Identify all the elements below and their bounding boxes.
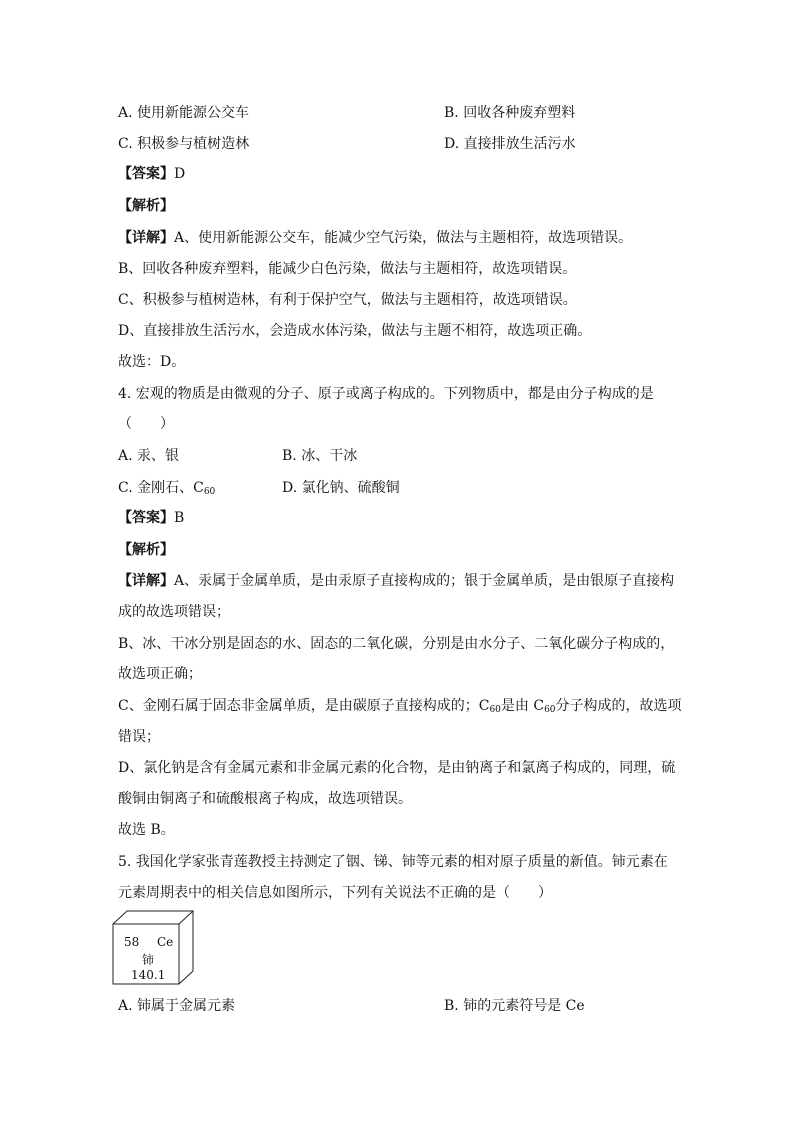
q5-stem-line1: 5. 我国化学家张青莲教授主持测定了铟、锑、铈等元素的相对原子质量的新值。铈元素在 — [118, 854, 668, 870]
q3-answer-value: D — [174, 166, 186, 182]
atomic-number: 58 — [124, 935, 140, 949]
q4-answer-tag: 【答案】 — [118, 510, 174, 526]
element-name: 铈 — [142, 953, 155, 967]
q3-option-d: D. 直接排放生活污水 — [444, 136, 576, 152]
q4-detail-b-line1: B、冰、干冰分别是固态的水、固态的二氧化碳，分别是由水分子、二氧化碳分子构成的， — [118, 636, 675, 652]
q4-detail-a-line1 — [118, 571, 678, 591]
q4-detail-a-text: A、汞属于金属单质，是由汞原子直接构成的；银于金属单质，是由银原子直接构 — [174, 573, 675, 589]
q3-option-c: C. 积极参与植树造林 — [118, 136, 250, 152]
q3-detail-d: D、直接排放生活污水，会造成水体污染，做法与主题不相符，故选项正确。 — [118, 323, 592, 339]
q4-detail-a-line2: 成的故选项错误； — [118, 604, 230, 620]
q4-stem-line2: （ ） — [118, 416, 174, 432]
q4-detail-c-sub2: 60 — [544, 705, 556, 715]
atomic-mass: 140.1 — [131, 968, 166, 982]
q4-detail-c-line2: 错误； — [118, 729, 160, 745]
q4-detail-c-line1 — [118, 696, 682, 720]
q4-detail-d-line1: D、氯化钠是含有金属元素和非金属元素的化合物，是由钠离子和氯离子构成的，同理，硫 — [118, 760, 676, 776]
q4-detail-c-part1: C、金刚石属于固态非金属单质，是由碳原子直接构成的；C — [118, 698, 490, 714]
q4-answer-value: B — [174, 510, 185, 526]
q4-option-a: A. 汞、银 — [118, 448, 180, 464]
q4-option-b: B. 冰、干冰 — [282, 448, 358, 464]
q4-option-c-text: C. 金刚石、C — [118, 480, 204, 496]
q4-detail-d-line2: 酸铜由铜离子和硫酸根离子构成，故选项错误。 — [118, 791, 412, 807]
element-cell-figure — [112, 910, 196, 986]
q3-answer-tag: 【答案】 — [118, 166, 174, 182]
q3-detail-a-text: A、使用新能源公交车，能减少空气污染，做法与主题相符，故选项错误。 — [174, 230, 633, 246]
q3-conclusion: 故选：D。 — [118, 354, 186, 370]
q4-answer — [118, 508, 678, 528]
q3-detail-tag: 【详解】 — [118, 230, 174, 246]
q4-detail-c-part3: 分子构成的，故选项 — [555, 698, 682, 714]
q3-option-a: A. 使用新能源公交车 — [118, 105, 250, 121]
q5-option-b: B. 铈的元素符号是 Ce — [444, 998, 585, 1014]
q4-conclusion: 故选 B。 — [118, 822, 175, 838]
q3-option-b: B. 回收各种废弃塑料 — [444, 105, 576, 121]
q5-stem-line2: 元素周期表中的相关信息如图所示，下列有关说法不正确的是（ ） — [118, 885, 552, 901]
q4-detail-b-line2: 故选项正确； — [118, 666, 202, 682]
q4-analysis-tag: 【解析】 — [118, 542, 174, 558]
q4-stem-line1: 4. 宏观的物质是由微观的分子、原子或离子构成的。下列物质中，都是由分子构成的是 — [118, 386, 654, 402]
element-symbol: Ce — [157, 935, 174, 949]
q4-option-d: D. 氯化钠、硫酸铜 — [282, 480, 400, 496]
q3-answer — [118, 164, 678, 184]
q3-detail-a — [118, 228, 678, 248]
q3-analysis-tag: 【解析】 — [118, 198, 174, 214]
q4-detail-tag: 【详解】 — [118, 573, 174, 589]
q5-option-a: A. 铈属于金属元素 — [118, 998, 236, 1014]
q3-detail-b: B、回收各种废弃塑料，能减少白色污染，做法与主题相符，故选项错误。 — [118, 261, 577, 277]
q4-detail-c-sub1: 60 — [489, 705, 501, 715]
q3-detail-c: C、积极参与植树造林，有利于保护空气，做法与主题相符，故选项错误。 — [118, 292, 577, 308]
q4-option-c-subscript: 60 — [203, 487, 216, 497]
q4-detail-c-part2: 是由 C — [500, 698, 545, 714]
